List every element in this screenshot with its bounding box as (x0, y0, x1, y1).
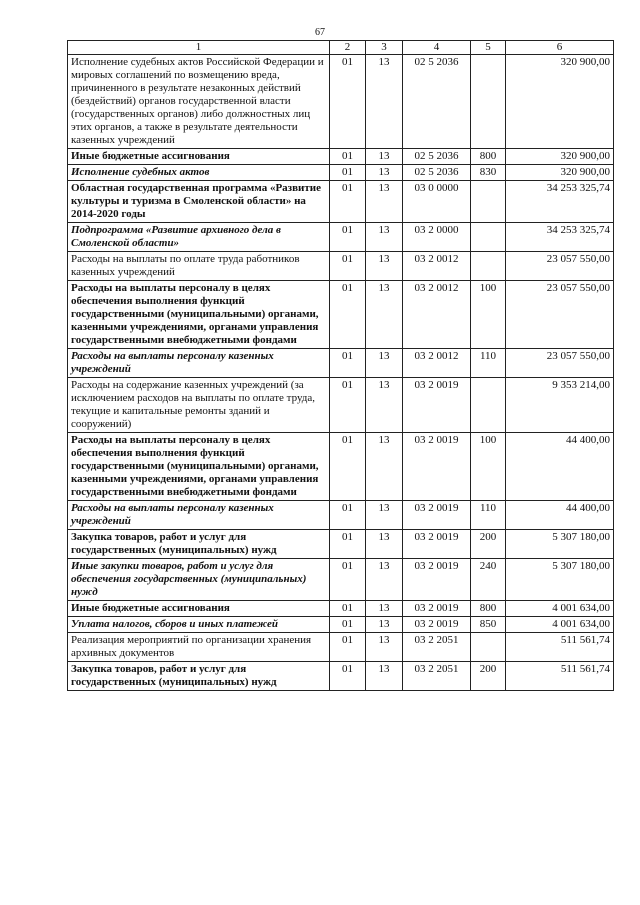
cell-amount: 34 253 325,74 (506, 223, 614, 252)
budget-table (67, 40, 614, 691)
table-row (68, 181, 614, 223)
cell-target-item: 02 5 2036 (403, 55, 471, 149)
cell-subsection: 13 (366, 530, 403, 559)
cell-name: Областная государственная программа «Развитие культуры и туризма в Смоленской области» на 2014-2020 годы (68, 181, 330, 223)
table-row (68, 349, 614, 378)
cell-amount: 320 900,00 (506, 55, 614, 149)
cell-name: Иные закупки товаров, работ и услуг для обеспечения государственных (муниципальных) нужд (68, 559, 330, 601)
cell-subsection: 13 (366, 252, 403, 281)
table-row (68, 252, 614, 281)
cell-subsection: 13 (366, 181, 403, 223)
cell-target-item: 03 2 0019 (403, 378, 471, 433)
cell-amount: 4 001 634,00 (506, 601, 614, 617)
cell-amount: 9 353 214,00 (506, 378, 614, 433)
cell-expense-type (471, 633, 506, 662)
cell-section: 01 (330, 165, 366, 181)
table-row (68, 559, 614, 601)
header-cell-expense-type: 5 (471, 41, 506, 55)
cell-target-item: 03 2 0019 (403, 559, 471, 601)
cell-amount: 511 561,74 (506, 633, 614, 662)
table-row (68, 55, 614, 149)
cell-expense-type (471, 378, 506, 433)
cell-expense-type (471, 55, 506, 149)
cell-amount: 44 400,00 (506, 433, 614, 501)
cell-subsection: 13 (366, 223, 403, 252)
cell-amount: 34 253 325,74 (506, 181, 614, 223)
cell-expense-type: 850 (471, 617, 506, 633)
cell-name: Подпрограмма «Развитие архивного дела в Смоленской области» (68, 223, 330, 252)
cell-target-item: 03 0 0000 (403, 181, 471, 223)
cell-name: Закупка товаров, работ и услуг для государственных (муниципальных) нужд (68, 662, 330, 691)
cell-expense-type: 100 (471, 433, 506, 501)
cell-expense-type (471, 223, 506, 252)
cell-name: Исполнение судебных актов Российской Федерации и мировых соглашений по возмещению вреда, причиненного в результате незаконных действий (бездействий) органов государственной власти (государственных органов) либо должностных лиц этих органов, а также в результате деятельности казенных учреждений (68, 55, 330, 149)
cell-subsection: 13 (366, 378, 403, 433)
cell-expense-type: 200 (471, 662, 506, 691)
cell-expense-type (471, 181, 506, 223)
table-row (68, 378, 614, 433)
cell-amount: 320 900,00 (506, 149, 614, 165)
header-cell-amount: 6 (506, 41, 614, 55)
cell-section: 01 (330, 662, 366, 691)
cell-expense-type: 830 (471, 165, 506, 181)
cell-name: Расходы на выплаты персоналу в целях обеспечения выполнения функций государственными (муниципальными) органами, казенными учреждениями, органами управления государственными внебюджетными фондами (68, 281, 330, 349)
cell-target-item: 03 2 0019 (403, 501, 471, 530)
cell-expense-type (471, 252, 506, 281)
table-row (68, 281, 614, 349)
cell-amount: 23 057 550,00 (506, 349, 614, 378)
cell-section: 01 (330, 181, 366, 223)
cell-section: 01 (330, 501, 366, 530)
cell-expense-type: 800 (471, 601, 506, 617)
cell-subsection: 13 (366, 617, 403, 633)
cell-name: Иные бюджетные ассигнования (68, 601, 330, 617)
header-cell-name: 1 (68, 41, 330, 55)
cell-target-item: 03 2 0012 (403, 252, 471, 281)
cell-section: 01 (330, 559, 366, 601)
table-row (68, 633, 614, 662)
cell-subsection: 13 (366, 633, 403, 662)
header-cell-subsection: 3 (366, 41, 403, 55)
cell-amount: 5 307 180,00 (506, 530, 614, 559)
cell-section: 01 (330, 223, 366, 252)
cell-name: Расходы на выплаты персоналу казенных учреждений (68, 349, 330, 378)
cell-subsection: 13 (366, 149, 403, 165)
cell-target-item: 03 2 2051 (403, 633, 471, 662)
cell-target-item: 02 5 2036 (403, 165, 471, 181)
cell-subsection: 13 (366, 433, 403, 501)
cell-amount: 23 057 550,00 (506, 281, 614, 349)
cell-subsection: 13 (366, 165, 403, 181)
table-row (68, 149, 614, 165)
page-number: 67 (315, 27, 325, 38)
cell-section: 01 (330, 281, 366, 349)
cell-amount: 511 561,74 (506, 662, 614, 691)
cell-subsection: 13 (366, 662, 403, 691)
cell-expense-type: 800 (471, 149, 506, 165)
cell-section: 01 (330, 617, 366, 633)
cell-name: Уплата налогов, сборов и иных платежей (68, 617, 330, 633)
header-row (68, 41, 614, 55)
cell-target-item: 03 2 0012 (403, 349, 471, 378)
cell-subsection: 13 (366, 601, 403, 617)
table-row (68, 601, 614, 617)
cell-amount: 320 900,00 (506, 165, 614, 181)
cell-expense-type: 240 (471, 559, 506, 601)
cell-section: 01 (330, 252, 366, 281)
cell-subsection: 13 (366, 501, 403, 530)
cell-name: Расходы на содержание казенных учреждений (за исключением расходов на выплаты по оплате труда, текущие и капитальные ремонты зданий и сооружений) (68, 378, 330, 433)
cell-target-item: 03 2 0000 (403, 223, 471, 252)
table-row (68, 662, 614, 691)
cell-name: Закупка товаров, работ и услуг для государственных (муниципальных) нужд (68, 530, 330, 559)
cell-name: Расходы на выплаты персоналу казенных учреждений (68, 501, 330, 530)
table-body (68, 55, 614, 691)
cell-subsection: 13 (366, 349, 403, 378)
cell-subsection: 13 (366, 281, 403, 349)
cell-name: Расходы на выплаты персоналу в целях обеспечения выполнения функций государственными (муниципальными) органами, казенными учреждениями, органами управления государственными внебюджетными фондами (68, 433, 330, 501)
cell-section: 01 (330, 530, 366, 559)
cell-name: Расходы на выплаты по оплате труда работников казенных учреждений (68, 252, 330, 281)
cell-name: Иные бюджетные ассигнования (68, 149, 330, 165)
cell-subsection: 13 (366, 559, 403, 601)
cell-section: 01 (330, 349, 366, 378)
cell-subsection: 13 (366, 55, 403, 149)
cell-amount: 23 057 550,00 (506, 252, 614, 281)
cell-name: Исполнение судебных актов (68, 165, 330, 181)
cell-expense-type: 110 (471, 349, 506, 378)
cell-expense-type: 100 (471, 281, 506, 349)
table-row (68, 433, 614, 501)
table-row (68, 617, 614, 633)
cell-section: 01 (330, 149, 366, 165)
cell-target-item: 03 2 0019 (403, 617, 471, 633)
cell-target-item: 03 2 0019 (403, 601, 471, 617)
cell-target-item: 03 2 2051 (403, 662, 471, 691)
cell-amount: 5 307 180,00 (506, 559, 614, 601)
cell-target-item: 03 2 0012 (403, 281, 471, 349)
table-row (68, 223, 614, 252)
cell-section: 01 (330, 378, 366, 433)
table-row (68, 530, 614, 559)
cell-target-item: 03 2 0019 (403, 530, 471, 559)
cell-section: 01 (330, 433, 366, 501)
cell-section: 01 (330, 633, 366, 662)
cell-amount: 44 400,00 (506, 501, 614, 530)
cell-expense-type: 110 (471, 501, 506, 530)
cell-target-item: 02 5 2036 (403, 149, 471, 165)
table-row (68, 501, 614, 530)
cell-amount: 4 001 634,00 (506, 617, 614, 633)
cell-section: 01 (330, 55, 366, 149)
table-row (68, 165, 614, 181)
cell-target-item: 03 2 0019 (403, 433, 471, 501)
cell-section: 01 (330, 601, 366, 617)
header-cell-section: 2 (330, 41, 366, 55)
cell-expense-type: 200 (471, 530, 506, 559)
cell-name: Реализация мероприятий по организации хранения архивных документов (68, 633, 330, 662)
header-cell-target-item: 4 (403, 41, 471, 55)
